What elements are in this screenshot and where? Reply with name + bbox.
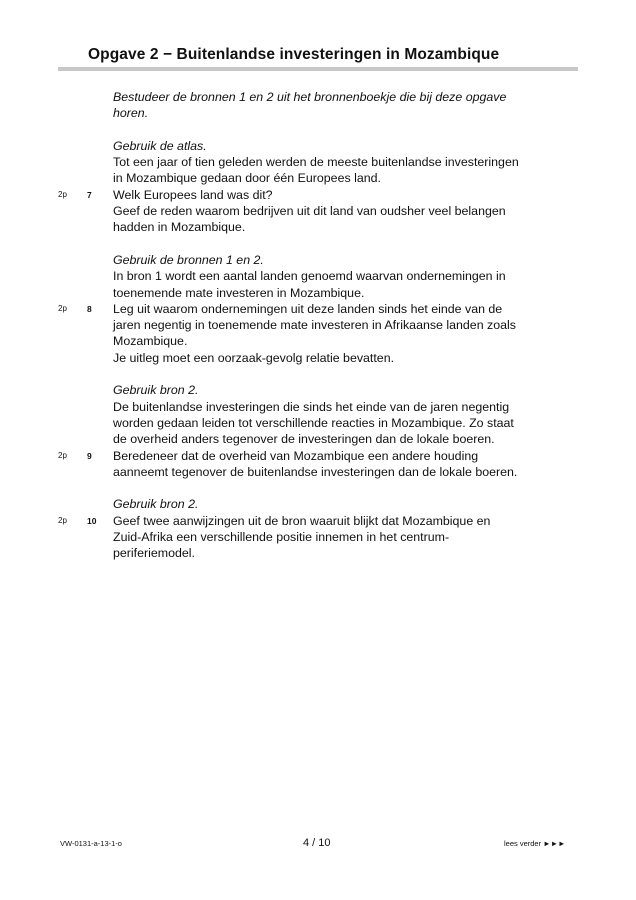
page-number: 4 / 10 — [303, 837, 331, 849]
line-text: horen. — [113, 106, 149, 121]
page-footer — [0, 837, 636, 851]
question-line — [0, 333, 636, 349]
line-text: de overheid anders tegenover de investeringen dan de lokale boeren. — [113, 432, 495, 447]
block-spacer — [0, 236, 636, 252]
line-text: Gebruik de bronnen 1 en 2. — [113, 252, 264, 267]
instruction-line — [0, 105, 636, 121]
line-text: Zuid-Afrika een verschillende positie innemen in het centrum- — [113, 530, 450, 545]
question-line — [0, 529, 636, 545]
context-line — [0, 415, 636, 431]
question-line — [0, 464, 636, 480]
line-text: Gebruik de atlas. — [113, 138, 207, 153]
line-text: Tot een jaar of tien geleden werden de meeste buitenlandse investeringen — [113, 155, 519, 170]
context-line — [0, 285, 636, 301]
line-text: Leg uit waarom ondernemingen uit deze landen sinds het einde van de — [113, 301, 503, 316]
question-points: 2p — [58, 303, 67, 313]
context-line — [0, 170, 636, 186]
line-text: in Mozambique gedaan door één Europees land. — [113, 171, 381, 186]
block-spacer — [0, 480, 636, 496]
header-rule — [58, 67, 578, 71]
question-points: 2p — [58, 450, 67, 460]
header-title: Opgave 2 − Buitenlandse investeringen in Mozambique — [88, 46, 500, 63]
question-line — [0, 350, 636, 366]
instruction-line — [0, 138, 636, 154]
block-spacer — [0, 122, 636, 138]
line-text: Welk Europees land was dit? — [113, 187, 273, 202]
line-text: Mozambique. — [113, 334, 188, 349]
instruction-line — [0, 89, 636, 105]
question-line — [0, 448, 636, 464]
line-text: In bron 1 wordt een aantal landen genoemd waarvan ondernemingen in — [113, 269, 506, 284]
instruction-line — [0, 382, 636, 398]
line-text: worden gedaan leiden tot verschillende reacties in Mozambique. Zo staat — [113, 415, 514, 430]
question-line — [0, 513, 636, 529]
question-line — [0, 219, 636, 235]
line-text: aanneemt tegenover de buitenlandse investeringen dan de lokale boeren. — [113, 464, 518, 479]
question-number: 9 — [87, 450, 92, 461]
question-points: 2p — [58, 189, 67, 199]
instruction-line — [0, 252, 636, 268]
question-line — [0, 203, 636, 219]
line-text: De buitenlandse investeringen die sinds het einde van de jaren negentig — [113, 399, 510, 414]
question-line — [0, 317, 636, 333]
instruction-line — [0, 496, 636, 512]
line-text: Beredeneer dat de overheid van Mozambique een andere houding — [113, 448, 479, 463]
question-number: 8 — [87, 303, 92, 314]
line-text: Bestudeer de bronnen 1 en 2 uit het bronnenboekje die bij deze opgave — [113, 90, 507, 104]
line-text: Gebruik bron 2. — [113, 383, 199, 398]
line-text: hadden in Mozambique. — [113, 220, 246, 235]
line-text: Gebruik bron 2. — [113, 497, 199, 512]
context-line — [0, 399, 636, 415]
exam-code: VW-0131-a-13-1-o — [60, 839, 122, 848]
question-line — [0, 187, 636, 203]
line-text: periferiemodel. — [113, 546, 195, 561]
question-line — [0, 545, 636, 561]
context-line — [0, 154, 636, 170]
line-text: toenemende mate investeren in Mozambique. — [113, 285, 365, 300]
question-number: 10 — [87, 515, 97, 526]
context-line — [0, 268, 636, 284]
exam-content — [0, 89, 636, 562]
question-points: 2p — [58, 515, 67, 525]
line-text: Geef de reden waarom bedrijven uit dit land van oudsher veel belangen — [113, 204, 506, 219]
line-text: Je uitleg moet een oorzaak-gevolg relatie bevatten. — [113, 350, 395, 365]
context-line — [0, 431, 636, 447]
question-number: 7 — [87, 189, 92, 200]
block-spacer — [0, 366, 636, 382]
line-text: Geef twee aanwijzingen uit de bron waaruit blijkt dat Mozambique en — [113, 513, 491, 528]
line-text: jaren negentig in toenemende mate investeren in Afrikaanse landen zoals — [113, 318, 516, 333]
continue-indicator: lees verder ►►► — [504, 839, 566, 848]
question-line — [0, 301, 636, 317]
